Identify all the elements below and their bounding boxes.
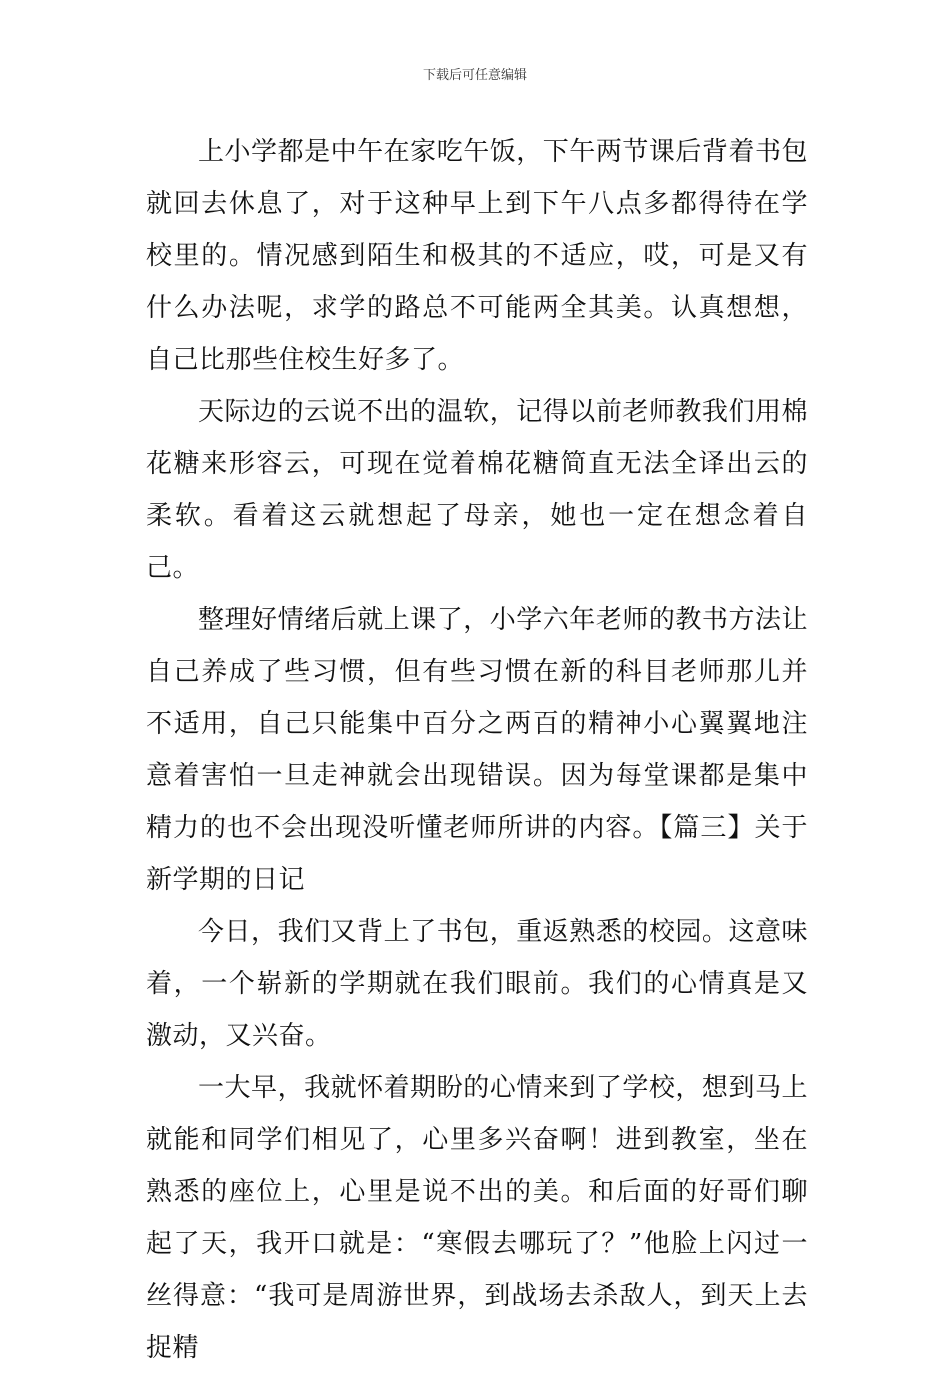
paragraph-1: 上小学都是中午在家吃午饭，下午两节课后背着书包就回去休息了，对于这种早上到下午八点多都得待在学校里的。情况感到陌生和极其的不适应，哎，可是又有什么办法呢，求学的路总不可能两全其美。认真想想，自己比那些住校生好多了。 [146,137,808,375]
paragraph-4: 今日，我们又背上了书包，重返熟悉的校园。这意味着，一个崭新的学期就在我们眼前。我们的心情真是又激动，又兴奋。 [146,917,808,1051]
document-body [146,126,808,1374]
paragraph-3: 整理好情绪后就上课了，小学六年老师的教书方法让自己养成了些习惯，但有些习惯在新的科目老师那儿并不适用，自己只能集中百分之两百的精神小心翼翼地注意着害怕一旦走神就会出现错误。因为每堂课都是集中精力的也不会出现没听懂老师所讲的内容。【篇三】关于新学期的日记 [146,605,808,895]
page-header: 下载后可任意编辑 [422,68,527,83]
paragraph-2: 天际边的云说不出的温软，记得以前老师教我们用棉花糖来形容云，可现在觉着棉花糖简直无法全译出云的柔软。看着这云就想起了母亲，她也一定在想念着自己。 [146,397,808,583]
paragraph-5: 一大早，我就怀着期盼的心情来到了学校，想到马上就能和同学们相见了，心里多兴奋啊！进到教室，坐在熟悉的座位上，心里是说不出的美。和后面的好哥们聊起了天，我开口就是：“寒假去哪玩了？”他脸上闪过一丝得意：“我可是周游世界，到战场去杀敌人，到天上去捉精 [146,1073,808,1363]
